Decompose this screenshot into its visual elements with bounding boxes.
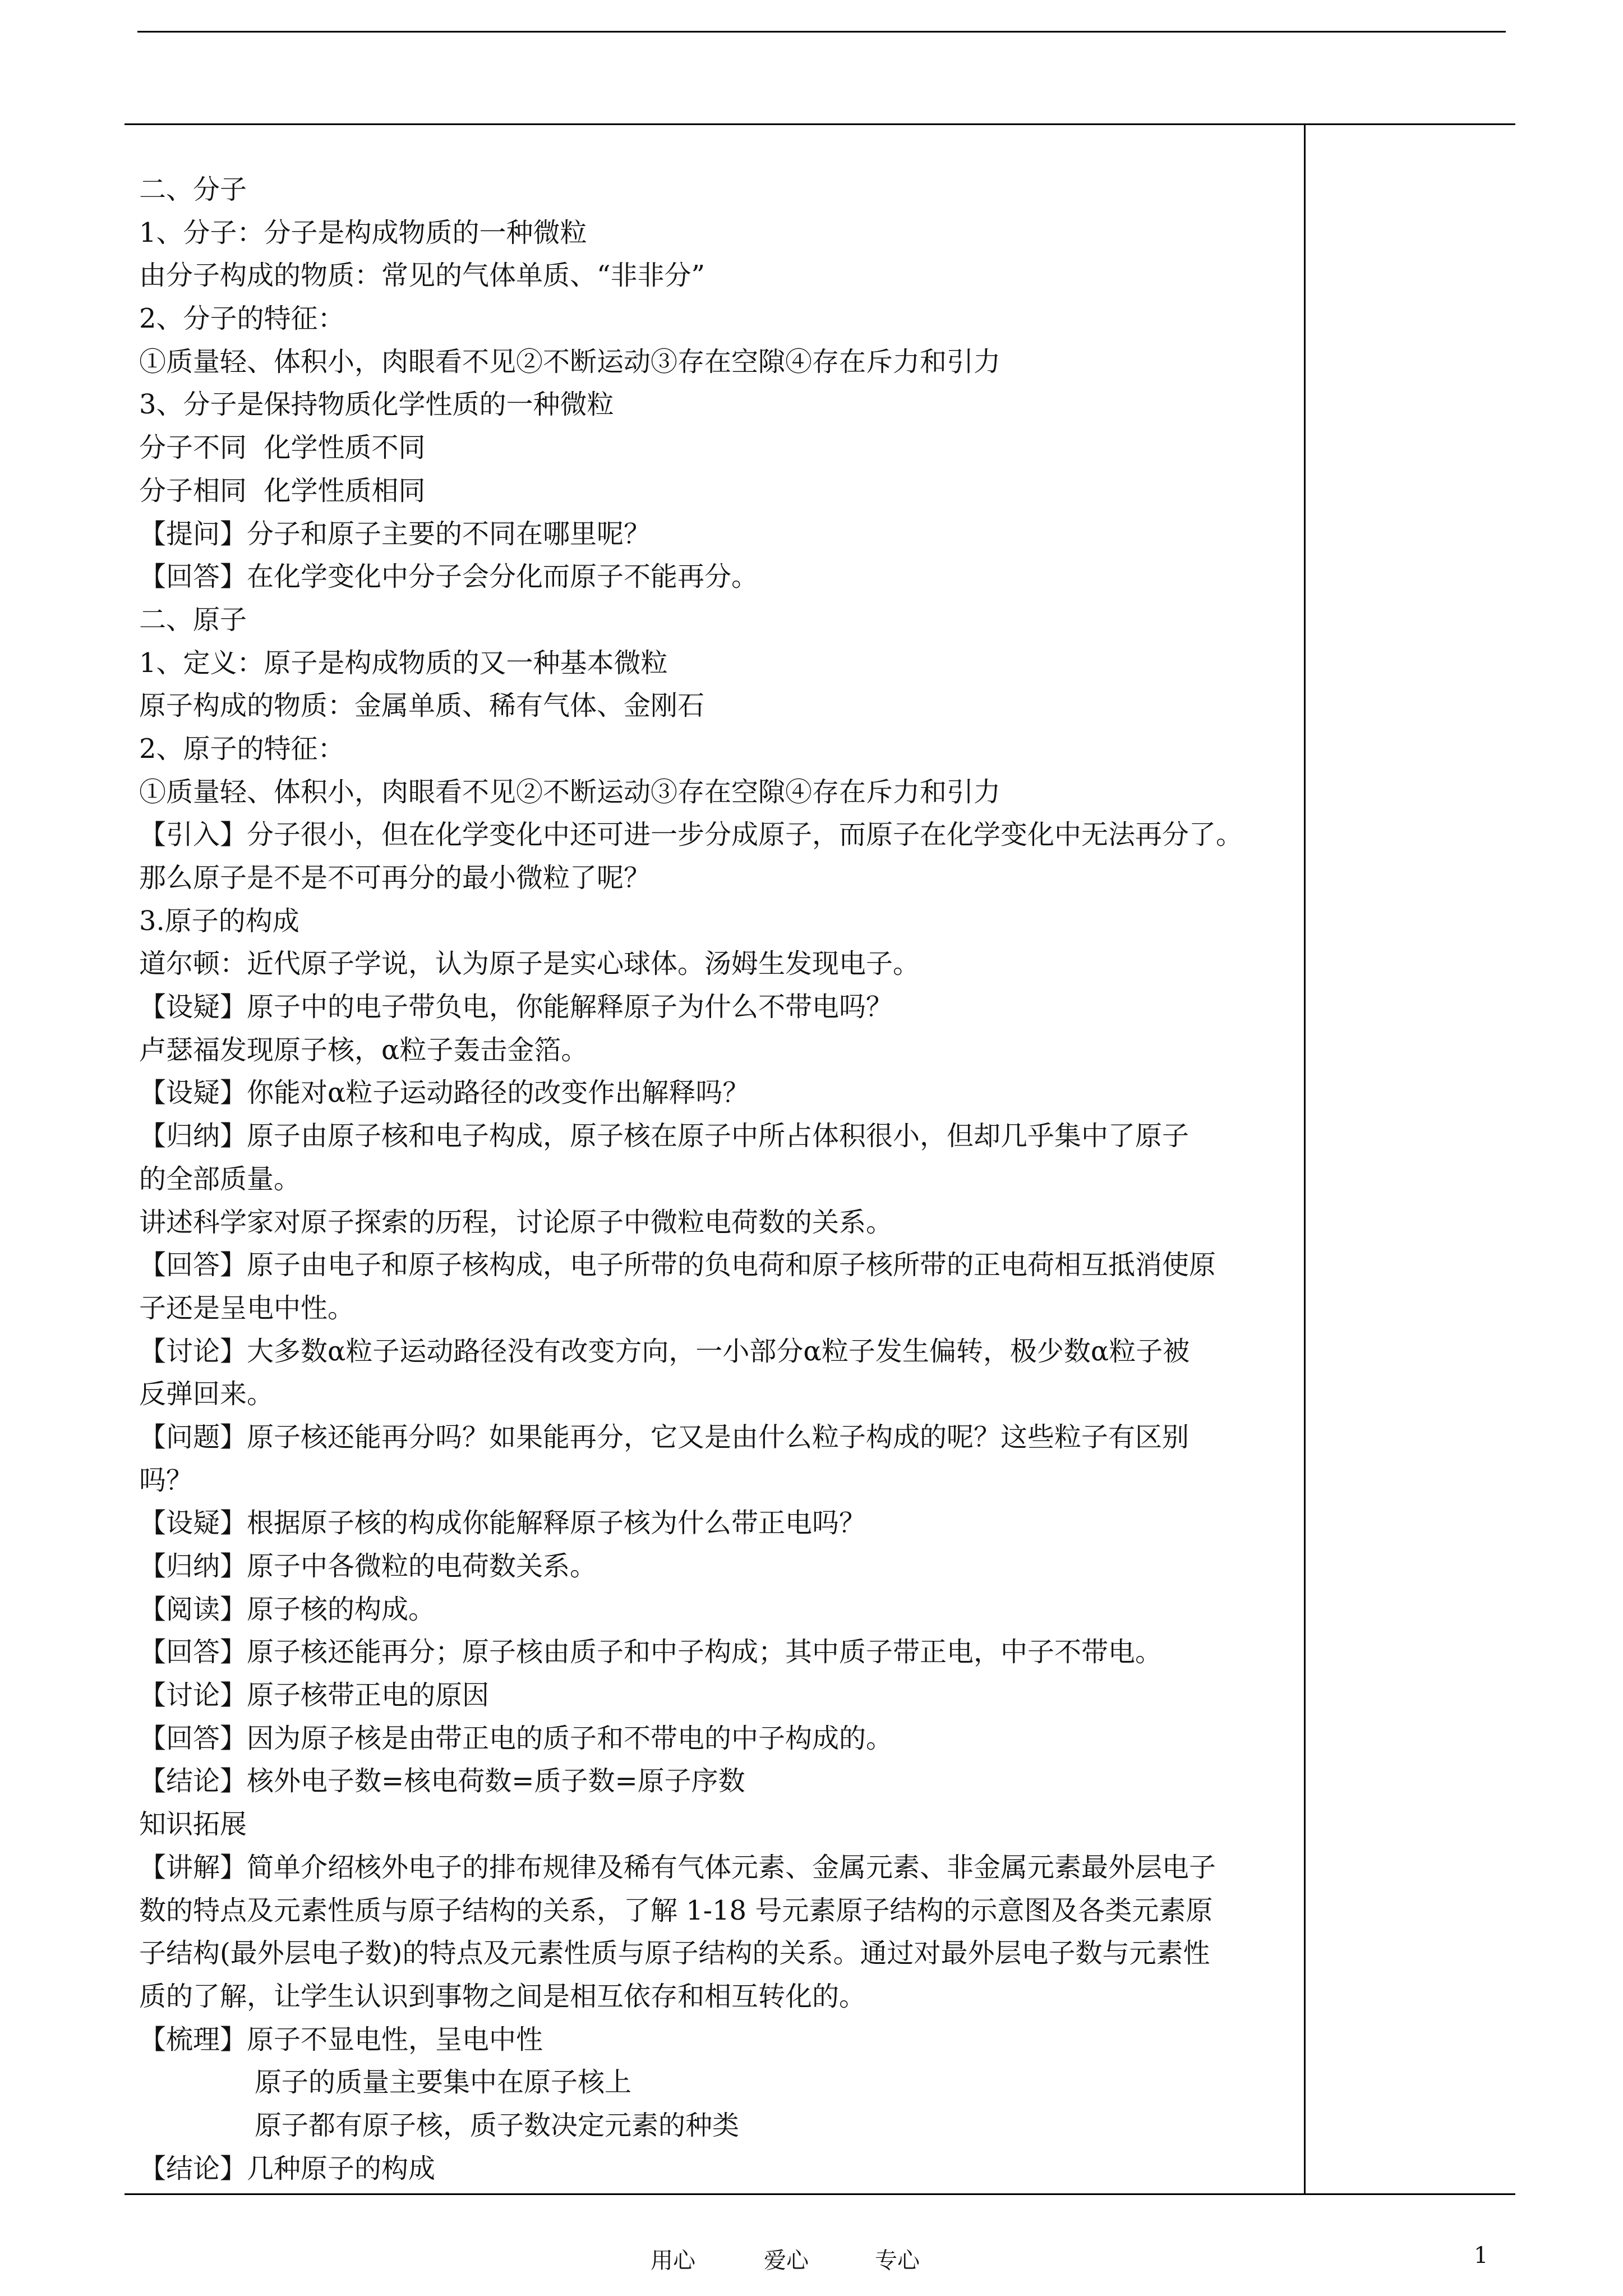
footer-word-2: 爱心 [764,2248,809,2274]
text-line: 【梳理】原子不显电性，呈电中性 [139,2023,543,2055]
text-line: 【回答】在化学变化中分子会分化而原子不能再分。 [139,561,759,593]
text-line: 【回答】原子由电子和原子核构成，电子所带的负电荷和原子核所带的正电荷相互抵消使原 [139,1249,1216,1281]
text-line: ①质量轻、体积小，肉眼看不见②不断运动③存在空隙④存在斥力和引力 [139,346,1001,378]
text-line: 道尔顿：近代原子学说，认为原子是实心球体。汤姆生发现电子。 [139,948,920,980]
text-line: 【回答】因为原子核是由带正电的质子和不带电的中子构成的。 [139,1722,893,1754]
text-line: 反弹回来。 [139,1378,274,1410]
text-line: 【归纳】原子由原子核和电子构成，原子核在原子中所占体积很小，但却几乎集中了原子 [139,1120,1189,1152]
text-line: 1、分子：分子是构成物质的一种微粒 [139,217,587,249]
text-line: 原子构成的物质：金属单质、稀有气体、金刚石 [139,690,705,722]
text-line: 【设疑】你能对α粒子运动路径的改变作出解释吗？ [139,1077,750,1109]
text-line: 1、定义：原子是构成物质的又一种基本微粒 [139,647,668,679]
text-line: 那么原子是不是不可再分的最小微粒了呢？ [139,862,651,894]
text-line: 【讨论】大多数α粒子运动路径没有改变方向，一小部分α粒子发生偏转，极少数α粒子被 [139,1335,1190,1367]
text-line: 吗？ [139,1464,193,1496]
text-line: 3、分子是保持物质化学性质的一种微粒 [139,389,614,421]
page-number: 1 [1474,2243,1488,2269]
text-line: 【归纳】原子中各微粒的电荷数关系。 [139,1550,597,1582]
text-line: 子还是呈电中性。 [139,1292,355,1324]
text-line: ①质量轻、体积小，肉眼看不见②不断运动③存在空隙④存在斥力和引力 [139,776,1001,808]
text-line: 【设疑】原子中的电子带负电，你能解释原子为什么不带电吗？ [139,991,893,1023]
footer-word-1: 用心 [651,2248,695,2274]
text-line: 讲述科学家对原子探索的历程，讨论原子中微粒电荷数的关系。 [139,1206,893,1238]
text-line: 2、原子的特征： [139,733,345,765]
text-line: 【设疑】根据原子核的构成你能解释原子核为什么带正电吗？ [139,1507,866,1539]
text-line: 质的了解，让学生认识到事物之间是相互依存和相互转化的。 [139,1980,866,2012]
text-line: 【问题】原子核还能再分吗？如果能再分，它又是由什么粒子构成的呢？这些粒子有区别 [139,1421,1189,1453]
text-line: 卢瑟福发现原子核，α粒子轰击金箔。 [139,1034,588,1066]
text-line: 【讨论】原子核带正电的原因 [139,1680,490,1711]
text-line: 子结构(最外层电子数)的特点及元素性质与原子结构的关系。通过对最外层电子数与元素性 [139,1938,1210,1970]
text-line: 分子相同 化学性质相同 [139,475,426,507]
text-line: 3.原子的构成 [139,905,299,937]
lesson-content [139,168,1283,2190]
table-bottom-border [125,2193,1515,2195]
text-line: 【提问】分子和原子主要的不同在哪里呢？ [139,518,651,550]
page-footer [0,2243,1623,2282]
text-line: 的全部质量。 [139,1163,301,1195]
text-line: 【结论】核外电子数=核电荷数=质子数=原子序数 [139,1765,745,1797]
table-top-border [125,123,1515,125]
text-line: 【结论】几种原子的构成 [139,2152,436,2184]
text-line: 【回答】原子核还能再分；原子核由质子和中子构成；其中质子带正电，中子不带电。 [139,1636,1163,1668]
text-line: 原子的质量主要集中在原子核上 [255,2067,632,2099]
text-line: 知识拓展 [139,1809,247,1841]
text-line: 【讲解】简单介绍核外电子的排布规律及稀有气体元素、金属元素、非金属元素最外层电子 [139,1851,1216,1883]
header-rule [137,31,1506,33]
section-heading: 二、分子 [139,174,247,205]
text-line: 【阅读】原子核的构成。 [139,1593,436,1625]
text-line: 数的特点及元素性质与原子结构的关系，了解 1-18 号元素原子结构的示意图及各类元素原 [139,1894,1213,1926]
section-heading: 二、原子 [139,604,247,636]
footer-word-3: 专心 [875,2248,920,2274]
text-line: 由分子构成的物质：常见的气体单质、“非非分” [139,260,706,292]
text-line: 2、分子的特征： [139,303,345,335]
text-line: 【引入】分子很小，但在化学变化中还可进一步分成原子，而原子在化学变化中无法再分了。 [139,819,1243,851]
table-column-divider [1304,123,1306,2195]
text-line: 分子不同 化学性质不同 [139,432,426,464]
text-line: 原子都有原子核，质子数决定元素的种类 [255,2109,740,2141]
